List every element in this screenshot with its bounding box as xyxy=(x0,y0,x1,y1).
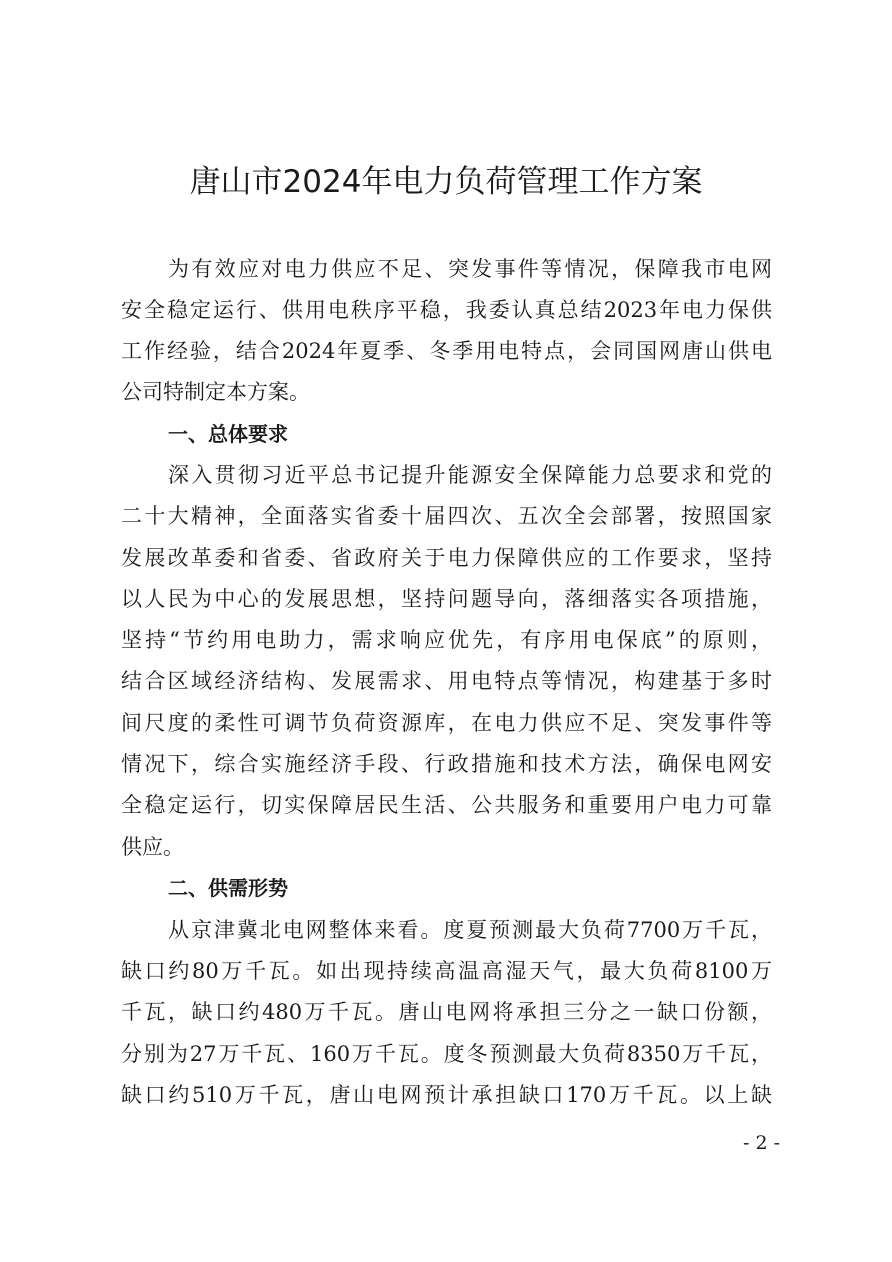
section-1-line-1: 深入贯彻习近平总书记提升能源安全保障能力总要求和党的 xyxy=(168,463,772,487)
page-number: - 2 - xyxy=(742,1132,780,1154)
section-1-line-5: 坚持“节约用电助力，需求响应优先，有序用电保底”的原则， xyxy=(121,628,772,652)
intro-line-2: 安全稳定运行、供用电秩序平稳，我委认真总结2023年电力保供 xyxy=(121,298,772,322)
section-1-line-6: 结合区域经济结构、发展需求、用电特点等情况，构建基于多时 xyxy=(121,669,772,693)
section-1-line-8: 情况下，综合实施经济手段、行政措施和技术方法，确保电网安 xyxy=(121,752,772,776)
section-1-line-3: 发展改革委和省委、省政府关于电力保障供应的工作要求，坚持 xyxy=(121,546,772,570)
section-1-line-7: 间尺度的柔性可调节负荷资源库，在电力供应不足、突发事件等 xyxy=(121,711,772,735)
section-1-heading: 一、总体要求 xyxy=(168,422,288,446)
section-2-line-5: 缺口约510万千瓦，唐山电网预计承担缺口170万千瓦。以上缺 xyxy=(121,1083,772,1107)
section-1-line-9: 全稳定运行，切实保障居民生活、公共服务和重要用户电力可靠 xyxy=(121,793,772,817)
intro-line-1: 为有效应对电力供应不足、突发事件等情况，保障我市电网 xyxy=(168,257,772,281)
section-1-line-2: 二十大精神，全面落实省委十届四次、五次全会部署，按照国家 xyxy=(121,504,772,528)
section-2-line-1: 从京津冀北电网整体来看。度夏预测最大负荷7700万千瓦， xyxy=(168,918,772,942)
section-2-line-4: 分别为27万千瓦、160万千瓦。度冬预测最大负荷8350万千瓦， xyxy=(121,1042,772,1066)
section-1-line-10: 供应。 xyxy=(121,835,184,859)
intro-line-4: 公司特制定本方案。 xyxy=(121,380,310,404)
document-title: 唐山市2024年电力负荷管理工作方案 xyxy=(189,164,703,200)
section-1-line-4: 以人民为中心的发展思想，坚持问题导向，落细落实各项措施， xyxy=(121,587,772,611)
section-2-line-2: 缺口约80万千瓦。如出现持续高温高湿天气，最大负荷8100万 xyxy=(121,959,772,983)
section-2-heading: 二、供需形势 xyxy=(168,876,288,900)
intro-line-3: 工作经验，结合2024年夏季、冬季用电特点，会同国网唐山供电 xyxy=(121,339,772,363)
section-2-line-3: 千瓦，缺口约480万千瓦。唐山电网将承担三分之一缺口份额， xyxy=(121,1000,772,1024)
